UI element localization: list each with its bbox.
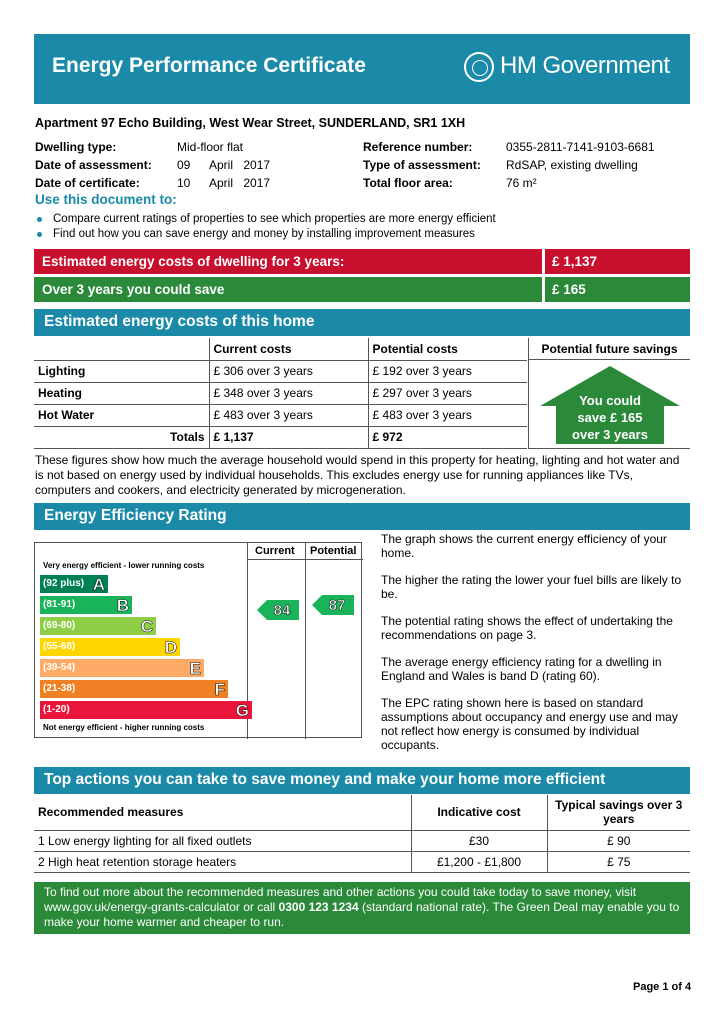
rating-band-a bbox=[40, 575, 108, 593]
current-costs-header: Current costs bbox=[209, 338, 368, 360]
band-letter: C bbox=[140, 617, 153, 636]
assessment-type-value: RdSAP, existing dwelling bbox=[506, 158, 638, 172]
cost-potential: £ 483 over 3 years bbox=[368, 404, 527, 426]
measure-name: 2 High heat retention storage heaters bbox=[34, 851, 411, 872]
costs-section-title: Estimated energy costs of this home bbox=[34, 309, 690, 336]
table-row bbox=[34, 830, 690, 851]
band-letter: F bbox=[214, 680, 225, 699]
efficient-note: Very energy efficient - lower running costs bbox=[43, 561, 205, 570]
future-savings-header: Potential future savings bbox=[528, 338, 690, 360]
divider bbox=[528, 448, 690, 449]
measure-cost: £1,200 - £1,800 bbox=[411, 851, 547, 872]
savings-arrow-line: You could bbox=[579, 393, 641, 408]
assessment-day: 09 bbox=[177, 158, 191, 172]
cost-potential: £ 297 over 3 years bbox=[368, 382, 527, 404]
dwelling-type-value: Mid-floor flat bbox=[177, 140, 244, 154]
current-rating-pointer bbox=[257, 600, 299, 620]
footer-text: (standard national rate). The Green Deal may enable you to make your home warmer and cheaper to run. bbox=[44, 900, 680, 929]
rating-explanation bbox=[381, 532, 691, 765]
band-range: (39-54) bbox=[43, 662, 76, 673]
rating-band-f bbox=[40, 680, 228, 698]
floor-area-value: 76 m² bbox=[506, 176, 537, 190]
explanation-paragraph: The graph shows the current energy efficiency of your home. bbox=[381, 532, 667, 560]
band-letter: E bbox=[189, 659, 201, 678]
assessment-month: April bbox=[209, 158, 234, 172]
list-item: Compare current ratings of properties to see which properties are more energy efficient bbox=[35, 212, 496, 227]
hm-government-logo bbox=[464, 50, 679, 84]
property-address: Apartment 97 Echo Building, West Wear Street, SUNDERLAND, SR1 1XH bbox=[35, 116, 466, 130]
page-title: Energy Performance Certificate bbox=[52, 54, 366, 77]
cost-current: £ 348 over 3 years bbox=[209, 382, 368, 404]
band-range: (92 plus) bbox=[43, 578, 85, 589]
footer-phone: 0300 123 1234 bbox=[278, 900, 359, 914]
divider bbox=[247, 559, 363, 560]
floor-area-label: Total floor area: bbox=[363, 176, 453, 190]
measures-header: Recommended measures bbox=[34, 795, 411, 830]
totals-current: £ 1,137 bbox=[209, 426, 368, 448]
divider bbox=[305, 543, 306, 739]
savings-arrow-line: save £ 165 bbox=[577, 410, 643, 425]
use-document-title: Use this document to: bbox=[35, 192, 177, 207]
cost-row-label: Heating bbox=[34, 382, 209, 404]
actions-table bbox=[34, 795, 690, 873]
savings-header: Typical savings over 3 years bbox=[547, 795, 690, 830]
rating-band-e bbox=[40, 659, 204, 677]
rating-band-b bbox=[40, 596, 132, 614]
costs-note: These figures show how much the average household would spend in this property for heating, lighting and hot water and is not based on energy used by individual households. This excludes energy use for running appliances like TVs, computers and cookers, and electricity generated by microgeneration. bbox=[35, 453, 680, 497]
costs-table bbox=[34, 338, 527, 449]
band-letter: B bbox=[116, 596, 129, 615]
explanation-paragraph: The higher the rating the lower your fuel bills are likely to be. bbox=[381, 573, 682, 601]
potential-rating-pointer bbox=[312, 595, 354, 615]
potential-column-header: Potential bbox=[310, 545, 357, 557]
cost-header: Indicative cost bbox=[411, 795, 547, 830]
table-header-row bbox=[34, 338, 527, 360]
band-letter: G bbox=[235, 701, 249, 720]
totals-potential: £ 972 bbox=[368, 426, 527, 448]
rating-band-d bbox=[40, 638, 180, 656]
estimated-cost-value: £ 1,137 bbox=[545, 249, 690, 274]
table-row bbox=[34, 851, 690, 872]
reference-label: Reference number: bbox=[363, 140, 473, 154]
savings-label: Over 3 years you could save bbox=[34, 277, 542, 302]
assessment-date-label: Date of assessment: bbox=[35, 158, 152, 172]
measure-saving: £ 90 bbox=[547, 830, 690, 851]
estimated-cost-bar bbox=[34, 249, 690, 274]
explanation-paragraph: The average energy efficiency rating for a dwelling in England and Wales is band D (rating 60). bbox=[381, 655, 662, 683]
dwelling-type-label: Dwelling type: bbox=[35, 140, 117, 154]
footer-info-box bbox=[34, 882, 690, 934]
reference-info bbox=[363, 138, 655, 192]
rating-section-title: Energy Efficiency Rating bbox=[34, 503, 690, 530]
potential-costs-header: Potential costs bbox=[368, 338, 527, 360]
table-row bbox=[34, 360, 527, 382]
assessment-year: 2017 bbox=[243, 158, 271, 172]
header-bar bbox=[34, 34, 690, 104]
use-document-list bbox=[35, 212, 496, 242]
band-letter: D bbox=[164, 638, 177, 657]
divider bbox=[528, 360, 529, 448]
energy-rating-chart bbox=[34, 542, 362, 738]
cost-potential: £ 192 over 3 years bbox=[368, 360, 527, 382]
explanation-paragraph: The potential rating shows the effect of undertaking the recommendations on page 3. bbox=[381, 614, 673, 642]
savings-value: £ 165 bbox=[545, 277, 690, 302]
band-range: (69-80) bbox=[43, 620, 76, 631]
royal-crest-icon bbox=[464, 52, 494, 82]
actions-section-title: Top actions you can take to save money and make your home more efficient bbox=[34, 767, 690, 794]
savings-arrow-line: over 3 years bbox=[572, 427, 648, 442]
cost-current: £ 306 over 3 years bbox=[209, 360, 368, 382]
band-letter: A bbox=[92, 575, 105, 594]
table-row bbox=[34, 404, 527, 426]
page-number: Page 1 of 4 bbox=[633, 981, 692, 993]
totals-label: Totals bbox=[34, 426, 209, 448]
gov-logo-text: HM Government bbox=[500, 52, 670, 79]
reference-value: 0355-2811-7141-9103-6681 bbox=[506, 140, 655, 154]
inefficient-note: Not energy efficient - higher running costs bbox=[43, 723, 205, 732]
current-rating-value: 84 bbox=[273, 602, 291, 620]
measure-name: 1 Low energy lighting for all fixed outlets bbox=[34, 830, 411, 851]
band-range: (21-38) bbox=[43, 683, 76, 694]
footer-text: To find out more about the recommended measures and other actions you could take today to save money, visit www.gov.uk/energy-grants-calculator or call bbox=[44, 885, 637, 914]
savings-arrow-text bbox=[556, 392, 664, 443]
cost-current: £ 483 over 3 years bbox=[209, 404, 368, 426]
measure-cost: £30 bbox=[411, 830, 547, 851]
rating-band-g bbox=[40, 701, 252, 719]
measure-saving: £ 75 bbox=[547, 851, 690, 872]
cost-row-label: Lighting bbox=[34, 360, 209, 382]
current-column-header: Current bbox=[255, 545, 295, 557]
totals-row bbox=[34, 426, 527, 448]
table-row bbox=[34, 382, 527, 404]
list-item: Find out how you can save energy and money by installing improvement measures bbox=[35, 227, 496, 242]
rating-band-c bbox=[40, 617, 156, 635]
certificate-year: 2017 bbox=[243, 176, 271, 190]
band-range: (55-68) bbox=[43, 641, 76, 652]
estimated-cost-label: Estimated energy costs of dwelling for 3 years: bbox=[34, 249, 542, 274]
certificate-month: April bbox=[209, 176, 234, 190]
cost-row-label: Hot Water bbox=[34, 404, 209, 426]
assessment-type-label: Type of assessment: bbox=[363, 158, 481, 172]
certificate-day: 10 bbox=[177, 176, 191, 190]
dwelling-info bbox=[35, 138, 270, 192]
band-range: (1-20) bbox=[43, 704, 70, 715]
certificate-date-label: Date of certificate: bbox=[35, 176, 140, 190]
band-range: (81-91) bbox=[43, 599, 76, 610]
table-header-row bbox=[34, 795, 690, 830]
potential-rating-value: 87 bbox=[328, 596, 346, 614]
explanation-paragraph: The EPC rating shown here is based on standard assumptions about occupancy and energy use and may not reflect how energy is consumed by individual occupants. bbox=[381, 696, 678, 752]
savings-bar bbox=[34, 277, 690, 302]
